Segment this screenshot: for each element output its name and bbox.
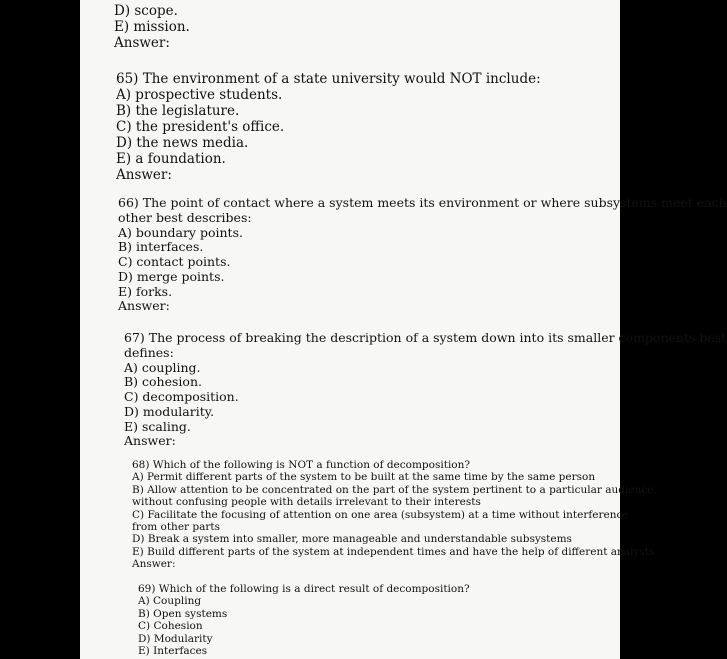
question-stem-line-2: defines: xyxy=(124,344,174,360)
question-65 xyxy=(116,72,541,183)
option-c-continued: from other parts xyxy=(132,520,221,533)
option-e: E) forks. xyxy=(118,283,173,299)
option-b-continued: without confusing people with details irrelevant to their interests xyxy=(132,496,481,509)
option-a: A) Permit different parts of the system to be built at the same time by the same person xyxy=(132,471,596,484)
option-b: B) cohesion. xyxy=(124,374,202,390)
option-c: C) decomposition. xyxy=(124,389,239,404)
question-stem: 68) Which of the following is NOT a function of decomposition? xyxy=(132,459,471,471)
question-67 xyxy=(124,331,726,449)
question-stem-line-1: 66) The point of contact where a system meets its environment or where subsystems meet each xyxy=(118,195,727,210)
option-d: D) Break a system into smaller, more manageable and understandable subsystems xyxy=(132,533,572,546)
question-68 xyxy=(132,459,657,570)
option-c: C) contact points. xyxy=(118,254,231,269)
option-a: A) boundary points. xyxy=(118,224,243,240)
answer-label: Answer: xyxy=(124,433,176,449)
option-a: A) coupling. xyxy=(124,359,201,375)
question-stem-line-2: other best describes: xyxy=(118,209,252,225)
option-d: D) merge points. xyxy=(118,268,225,284)
option-e: E) a foundation. xyxy=(116,150,226,167)
document-page xyxy=(80,0,727,659)
option-d: D) the news media. xyxy=(116,134,249,151)
option-b: B) the legislature. xyxy=(116,102,240,119)
option-a: A) Coupling xyxy=(138,595,202,608)
option-b: B) interfaces. xyxy=(118,239,204,255)
option-e: E) Build different parts of the system at independent times and have the help of different analysts xyxy=(132,545,655,558)
question-69 xyxy=(138,583,470,657)
answer-label: Answer: xyxy=(132,558,176,570)
question-stem: 65) The environment of a state university would NOT include: xyxy=(116,71,541,87)
option-c: C) Facilitate the focusing of attention on one area (subsystem) at a time without interference xyxy=(132,508,629,521)
option-b: B) Open systems xyxy=(138,607,228,620)
answer-label: Answer: xyxy=(116,166,172,183)
option-c: C) Cohesion xyxy=(138,620,203,633)
question-66 xyxy=(118,196,727,314)
option-d: D) Modularity xyxy=(138,632,213,645)
option-e: E) Interfaces xyxy=(138,644,208,657)
option-a: A) prospective students. xyxy=(116,86,283,103)
answer-label: Answer: xyxy=(118,298,170,314)
option-d: D) modularity. xyxy=(124,403,215,419)
option-b: B) Allow attention to be concentrated on the part of the system pertinent to a particular audience, xyxy=(132,483,657,496)
answer-label: Answer: xyxy=(114,34,170,51)
option-d: D) scope. xyxy=(114,3,178,19)
option-e: E) scaling. xyxy=(124,418,191,434)
option-e: E) mission. xyxy=(114,18,190,35)
question-stem-line-1: 67) The process of breaking the description of a system down into its smaller components best xyxy=(124,330,727,345)
option-c: C) the president's office. xyxy=(116,118,285,135)
question-stem: 69) Which of the following is a direct result of decomposition? xyxy=(138,583,470,595)
previous-question-tail xyxy=(114,4,190,52)
